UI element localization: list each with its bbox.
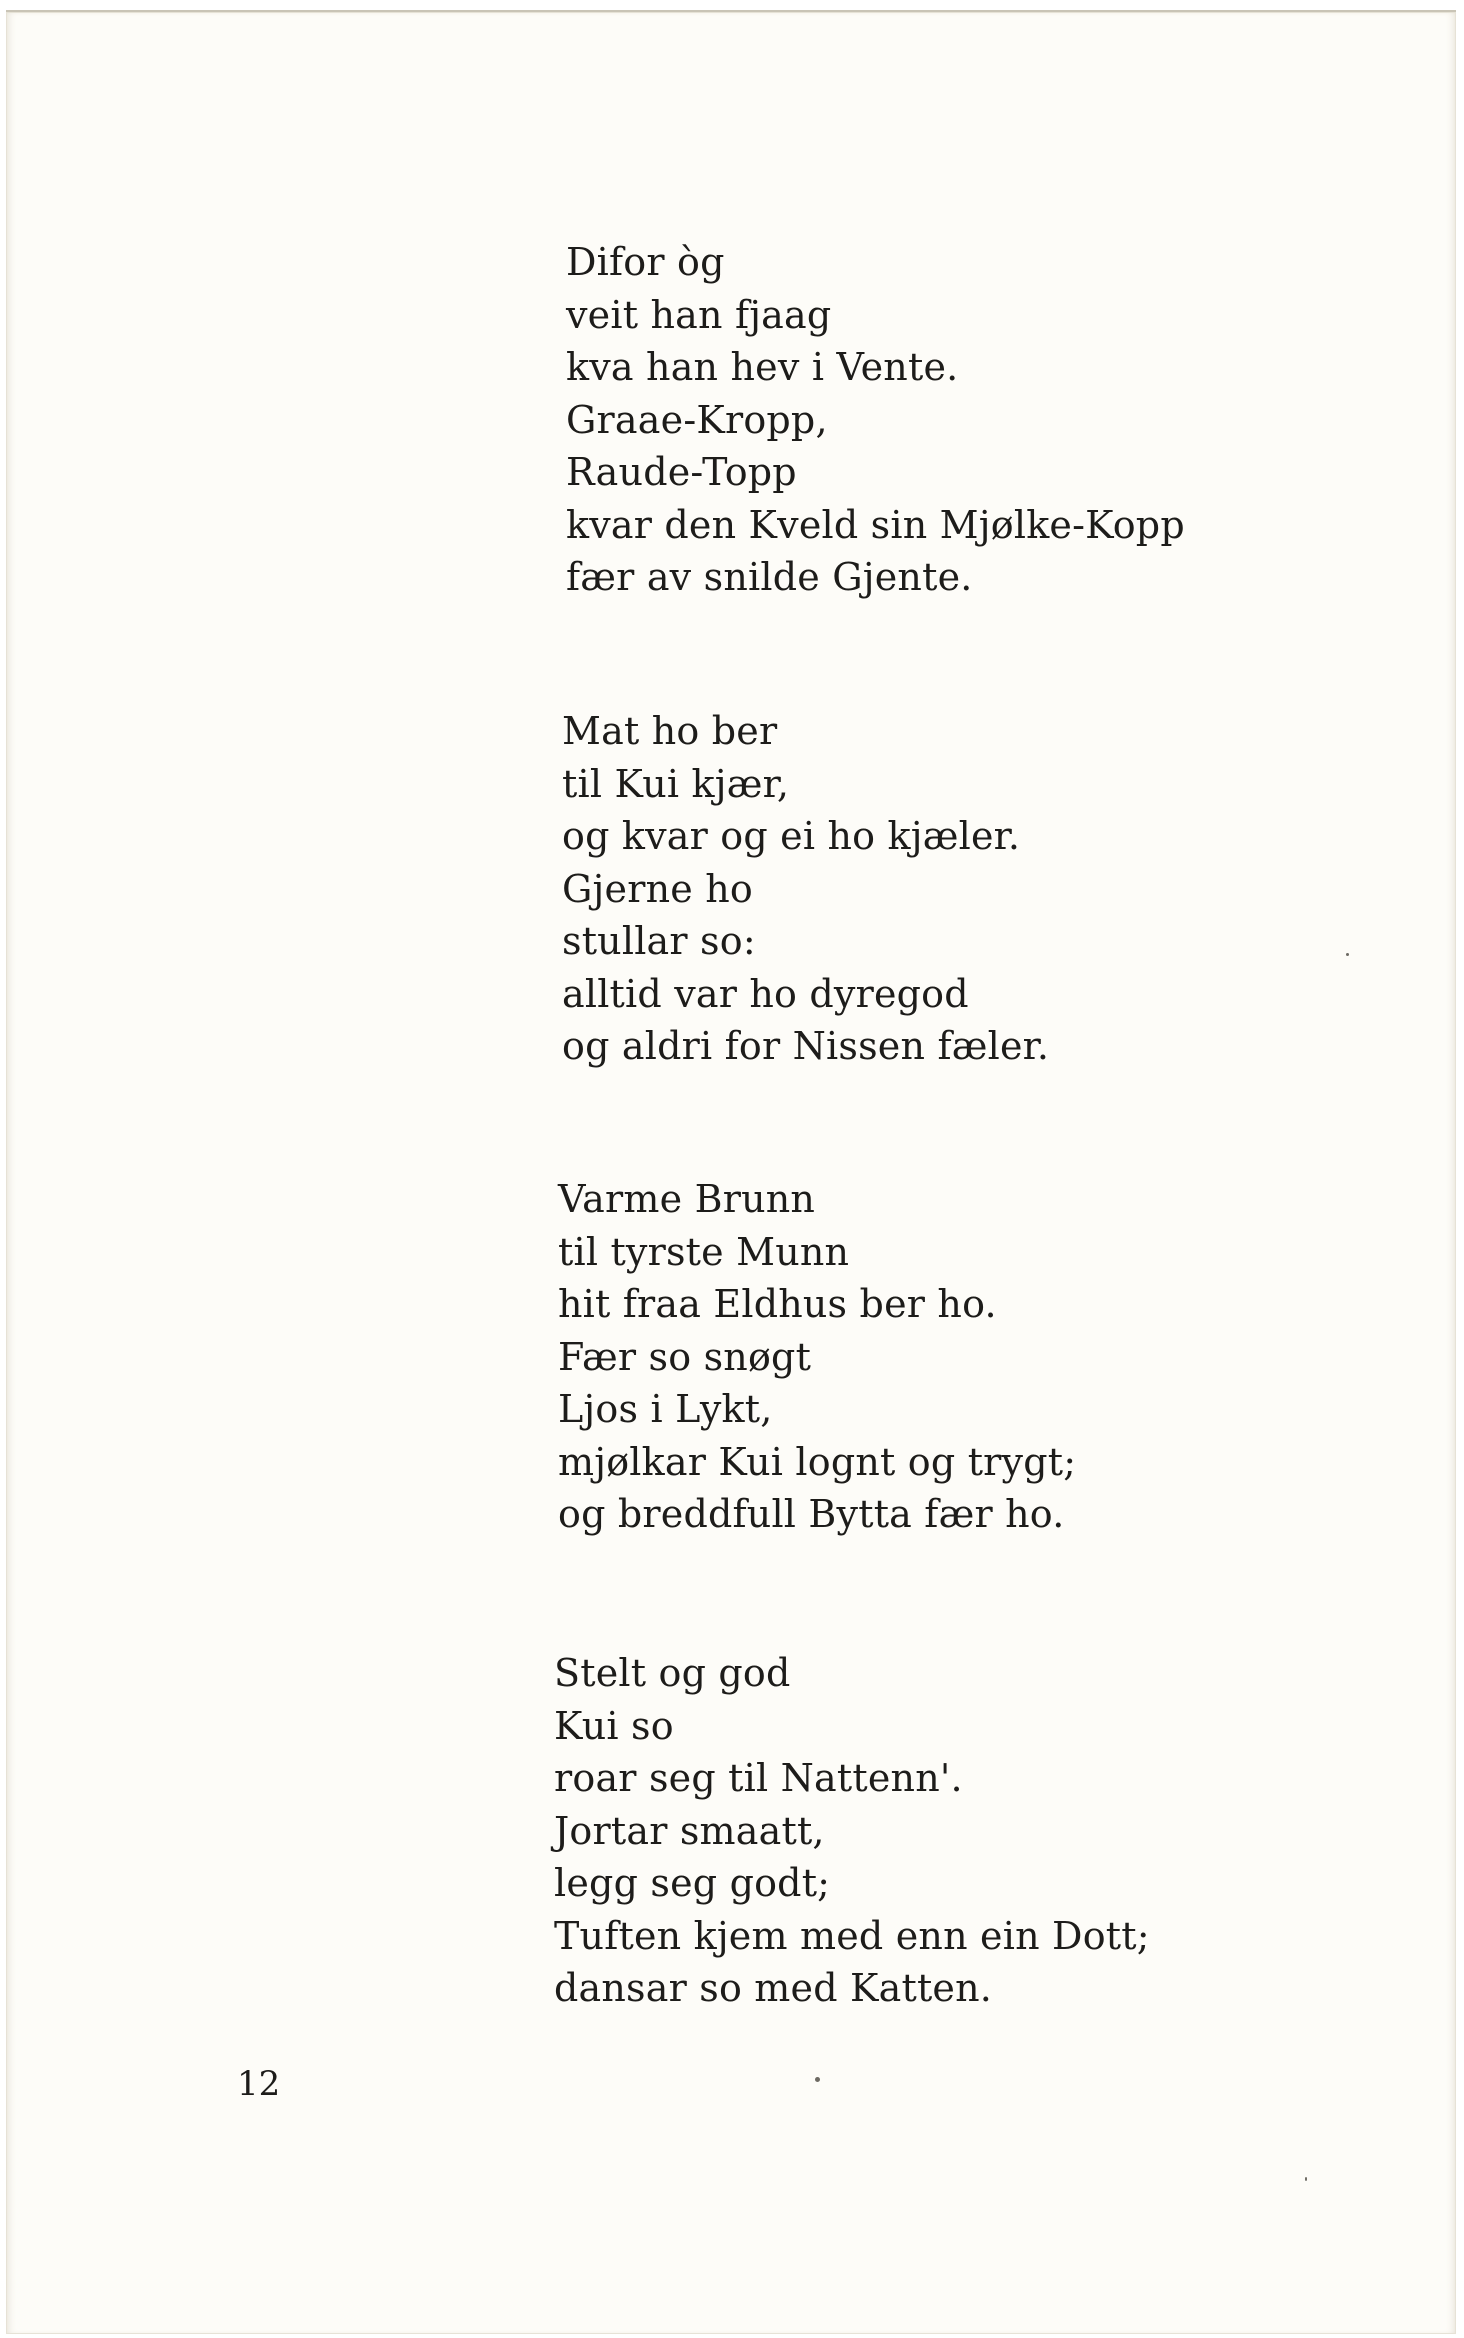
poem-line: alltid var ho dyregod [562,971,969,1016]
poem-line: Stelt og god [554,1651,791,1695]
poem-line: Graae-Kropp, [566,397,828,442]
poem-line: stullar so: [562,919,756,963]
poem-line: til Kui kjær, [562,761,790,806]
poem-line: Tuften kjem med enn ein Dott; [554,1913,1150,1958]
poem-line: roar seg til Nattenn'. [554,1756,963,1800]
poem-line: Varme Brunn [558,1177,816,1221]
poem-line: Raude-Topp [566,450,797,494]
poem-line: og breddfull Bytta fær ho. [558,1492,1065,1536]
poem-stanza-1 [566,236,1185,604]
poem-line: legg seg godt; [554,1861,831,1905]
poem-stanza-3 [558,1173,1076,1541]
paper-speck [1346,953,1349,956]
poem-line: Fær so snøgt [558,1334,812,1379]
poem-line: dansar so med Katten. [554,1966,993,2010]
poem-line: mjølkar Kui lognt og trygt; [558,1439,1077,1484]
poem-line: kvar den Kveld sin Mjølke-Kopp [566,502,1185,547]
poem-line: Ljos i Lykt, [558,1387,773,1431]
paper-speck [1305,2177,1307,2181]
poem-line: kva han hev i Vente. [566,345,959,389]
poem-line: hit fraa Eldhus ber ho. [558,1282,997,1326]
poem-line: Jortar smaatt, [554,1808,825,1853]
poem-line: Gjerne ho [562,866,753,911]
poem-stanza-4 [554,1647,1150,2015]
poem-line: Kui so [554,1703,674,1748]
page-number: 12 [237,2064,281,2104]
poem-line: fær av snilde Gjente. [566,555,973,599]
poem-line: veit han fjaag [566,292,832,337]
poem-line: Difor òg [566,240,725,284]
poem-line: og aldri for Nissen fæler. [562,1024,1050,1068]
poem-line: og kvar og ei ho kjæler. [562,814,1021,858]
poem-stanza-2 [562,705,1049,1073]
poem-line: Mat ho ber [562,709,778,753]
poem-line: til tyrste Munn [558,1229,850,1274]
paper-speck [815,2077,820,2082]
